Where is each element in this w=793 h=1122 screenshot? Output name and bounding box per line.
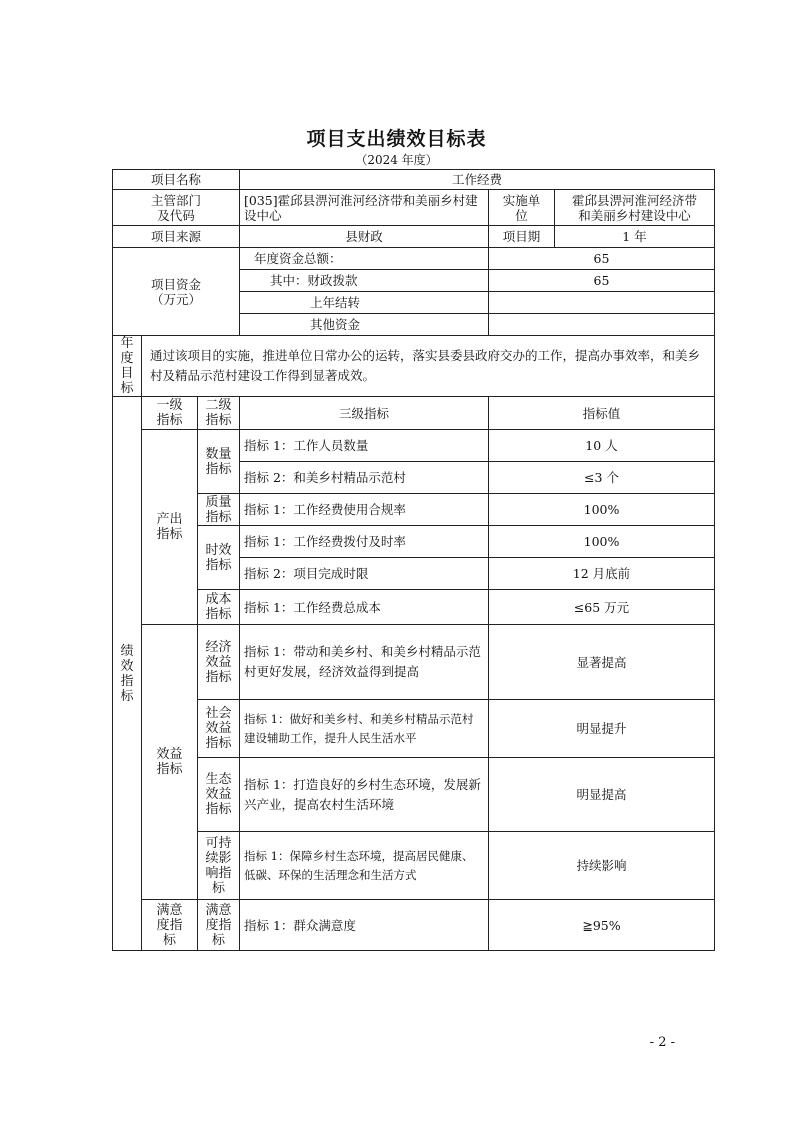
table-row — [113, 590, 715, 625]
table-row — [113, 758, 715, 832]
header-level1: 一级 指标 — [142, 397, 198, 430]
fund-fiscal-value: 65 — [489, 270, 715, 292]
impl-unit-label: 实施单 位 — [489, 190, 555, 226]
economic-benefit-label: 经济 效益 指标 — [198, 625, 240, 700]
indicator-text: 指标 1：工作经费总成本 — [240, 590, 489, 625]
table-row — [113, 700, 715, 758]
indicator-text: 指标 1：打造良好的乡村生态环境，发展新兴产业，提高农村生活环境 — [240, 758, 489, 832]
indicator-text: 指标 1：带动和美乡村、和美乡村精品示范村更好发展，经济效益得到提高 — [240, 625, 489, 700]
fund-total-label: 年度资金总额： — [240, 248, 489, 270]
output-indicators-label: 产出 指标 — [142, 430, 198, 625]
source-label: 项目来源 — [113, 226, 240, 248]
header-level3: 三级指标 — [240, 397, 489, 430]
fund-other-label: 其他资金 — [240, 314, 489, 336]
timeliness-indicators-label: 时效 指标 — [198, 526, 240, 590]
dept-label: 主管部门 及代码 — [113, 190, 240, 226]
project-name-value: 工作经费 — [240, 170, 715, 190]
indicator-value: ≤3 个 — [489, 462, 715, 494]
satisfaction-sub-label: 满意 度指 标 — [198, 900, 240, 951]
table-row — [113, 226, 715, 248]
annual-goal-label: 年 度 目 标 — [113, 336, 142, 397]
ecological-benefit-label: 生态 效益 指标 — [198, 758, 240, 832]
impl-unit-value: 霍邱县淠河淮河经济带 和美丽乡村建设中心 — [555, 190, 715, 226]
indicator-text: 指标 1：工作经费使用合规率 — [240, 494, 489, 526]
indicator-text: 指标 1：群众满意度 — [240, 900, 489, 951]
indicator-value: 10 人 — [489, 430, 715, 462]
cost-indicators-label: 成本 指标 — [198, 590, 240, 625]
period-value: 1 年 — [555, 226, 715, 248]
table-row — [113, 397, 715, 430]
fund-other-value — [489, 314, 715, 336]
annual-goal-text: 通过该项目的实施，推进单位日常办公的运转，落实县委县政府交办的工作，提高办事效率，和美乡村及精品示范村建设工作得到显著成效。 — [142, 336, 715, 397]
period-label: 项目期 — [489, 226, 555, 248]
header-level2: 二级 指标 — [198, 397, 240, 430]
satisfaction-indicators-label: 满意 度指 标 — [142, 900, 198, 951]
fund-carryover-label: 上年结转 — [240, 292, 489, 314]
funds-label: 项目资金 （万元） — [113, 248, 240, 336]
benefit-indicators-label: 效益 指标 — [142, 625, 198, 900]
header-value: 指标值 — [489, 397, 715, 430]
fund-fiscal-label: 其中：财政拨款 — [240, 270, 489, 292]
table-row — [113, 336, 715, 397]
fund-total-value: 65 — [489, 248, 715, 270]
indicator-value: 100% — [489, 494, 715, 526]
indicator-value: 显著提高 — [489, 625, 715, 700]
table-row — [113, 900, 715, 951]
fund-carryover-value — [489, 292, 715, 314]
indicator-value: ≧95% — [489, 900, 715, 951]
table-row — [113, 170, 715, 190]
perf-indicators-label: 绩 效 指 标 — [113, 397, 142, 951]
indicator-value: ≤65 万元 — [489, 590, 715, 625]
indicator-value: 明显提升 — [489, 700, 715, 758]
table-row — [113, 248, 715, 270]
indicator-text: 指标 1：做好和美乡村、和美乡村精品示范村建设辅助工作，提升人民生活水平 — [240, 700, 489, 758]
indicator-text: 指标 2：项目完成时限 — [240, 558, 489, 590]
table-row — [113, 494, 715, 526]
table-row — [113, 430, 715, 462]
indicator-text: 指标 2：和美乡村精品示范村 — [240, 462, 489, 494]
project-name-label: 项目名称 — [113, 170, 240, 190]
indicator-text: 指标 1：工作经费拨付及时率 — [240, 526, 489, 558]
indicator-text: 指标 1：工作人员数量 — [240, 430, 489, 462]
social-benefit-label: 社会 效益 指标 — [198, 700, 240, 758]
quality-indicators-label: 质量 指标 — [198, 494, 240, 526]
indicator-text: 指标 1：保障乡村生态环境，提高居民健康、低碳、环保的生活理念和生活方式 — [240, 832, 489, 900]
performance-target-table — [112, 169, 715, 951]
fiscal-year: （2024 年度） — [355, 153, 438, 167]
source-value: 县财政 — [240, 226, 489, 248]
indicator-value: 100% — [489, 526, 715, 558]
quantity-indicators-label: 数量 指标 — [198, 430, 240, 494]
indicator-value: 12 月底前 — [489, 558, 715, 590]
indicator-value: 明显提高 — [489, 758, 715, 832]
dept-value: [035]霍邱县淠河淮河经济带和美丽乡村建设中心 — [240, 190, 489, 226]
table-row — [113, 832, 715, 900]
page-number: - 2 - — [649, 1035, 675, 1050]
sustainable-impact-label: 可持 续影 响指 标 — [198, 832, 240, 900]
page-title: 项目支出绩效目标表 — [306, 128, 487, 150]
indicator-value: 持续影响 — [489, 832, 715, 900]
table-row — [113, 526, 715, 558]
table-row — [113, 625, 715, 700]
table-row — [113, 190, 715, 226]
